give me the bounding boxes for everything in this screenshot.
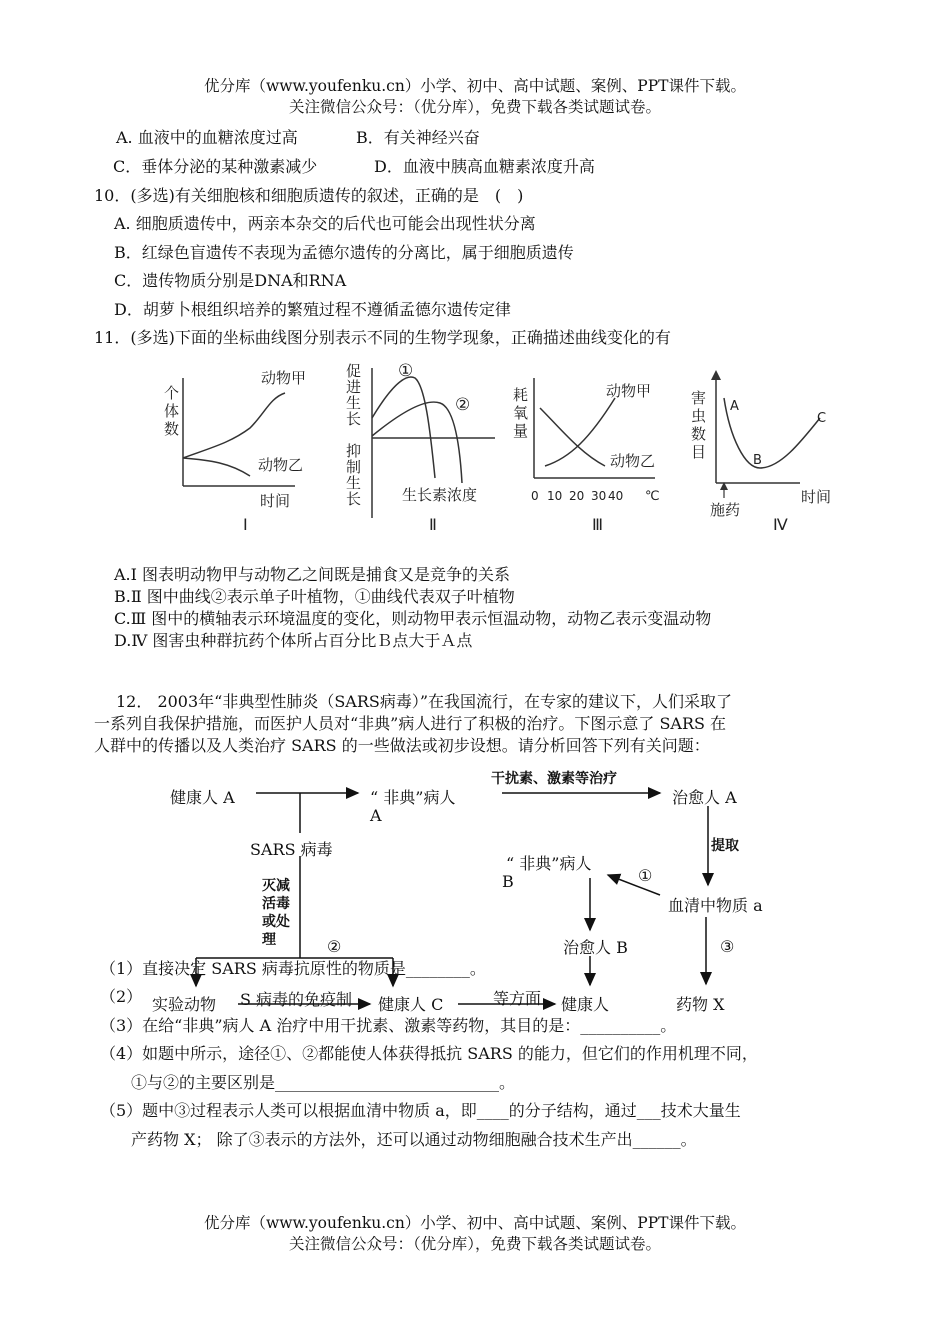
graph2-ylabel-up-1: 进 <box>346 378 362 396</box>
graph3-curve-a <box>545 398 615 466</box>
graph3-curve-a-label: 动物甲 <box>606 382 652 400</box>
graph4-ylabel-2: 数 <box>691 425 707 443</box>
subquestion-4-line-2: ①与②的主要区别是____________________________。 <box>131 1073 516 1092</box>
graph2-curve-1-label: ① <box>398 361 414 381</box>
q9-option-d: D．血液中胰高血糖素浓度升高 <box>374 157 595 176</box>
graph1-curve-b-label: 动物乙 <box>258 456 304 474</box>
flow-experimental-animal: 实验动物 <box>152 995 217 1014</box>
graph3-ylabel-0: 耗 <box>513 386 529 404</box>
graph3-roman: Ⅲ <box>592 515 604 534</box>
graph3-tick-1: 10 <box>547 489 563 503</box>
graph2-ylabel-down-2: 生 <box>346 474 362 492</box>
flow-circle-2: ② <box>327 937 342 956</box>
q9-option-a: A. 血液中的血糖浓度过高 <box>116 128 298 147</box>
q10-option-a: A. 细胞质遗传中，两亲本杂交的后代也可能会出现性状分离 <box>114 214 536 233</box>
graph4-xlabel: 时间 <box>801 488 832 506</box>
graph4-ylabel-3: 目 <box>691 443 707 461</box>
graph2-ylabel-up-3: 长 <box>346 410 362 428</box>
graph1-curve-a <box>183 393 285 458</box>
graph4-point-c: C <box>817 411 827 426</box>
q9-option-c: C．垂体分泌的某种激素减少 <box>113 157 318 176</box>
graph4-point-a: A <box>730 399 739 414</box>
q11-option-c: C.Ⅲ 图中的横轴表示环境温度的变化，则动物甲表示恒温动物，动物乙表示变温动物 <box>114 609 712 628</box>
graph2-ylabel-down-1: 制 <box>346 458 362 476</box>
flow-healthy-a: 健康人 A <box>170 788 235 807</box>
flow-inactivate-2: 或处 <box>262 914 290 930</box>
graph2-curve-1 <box>372 377 435 478</box>
flow-cured-a: 治愈人 A <box>672 788 737 807</box>
q9-option-b: B．有关神经兴奋 <box>356 128 480 147</box>
q10-option-c: C．遗传物质分别是DNA和RNA <box>114 271 347 290</box>
subquestion-1: （1）直接决定 SARS 病毒抗原性的物质是________。 <box>100 959 486 978</box>
graph2-curve-2 <box>372 402 462 483</box>
graph2-curve-2-label: ② <box>455 395 471 415</box>
flow-healthy: 健康人 <box>561 995 610 1014</box>
q10-option-b: B．红绿色盲遗传不表现为孟德尔遗传的分离比，属于细胞质遗传 <box>114 243 574 262</box>
graph-2 <box>346 361 495 534</box>
graph2-ylabel-down-3: 长 <box>346 490 362 508</box>
graph1-curve-a-label: 动物甲 <box>261 369 307 387</box>
graph4-ylabel-0: 害 <box>691 389 707 407</box>
flow-inactivate-1: 活毒 <box>262 896 290 912</box>
subquestion-2: （2） <box>100 987 143 1006</box>
q10-stem: 10．(多选)有关细胞核和细胞质遗传的叙述，正确的是 ( ) <box>94 186 524 205</box>
graph-1 <box>164 369 306 534</box>
flow-extract-label: 提取 <box>711 838 739 854</box>
graph1-ylabel-0: 个 <box>164 384 180 402</box>
flow-patient-b-suffix: B <box>502 872 514 891</box>
q12-stem-line-1: 12． 2003年“非典型性肺炎（SARS病毒）”在我国流行，在专家的建议下，人们采取了 <box>116 692 733 711</box>
subquestion-4-line-1: （4）如题中所示，途径①、②都能使人体获得抵抗 SARS 的能力，但它们的作用机理不同， <box>100 1044 758 1063</box>
graph3-curve-b <box>540 408 605 466</box>
flow-sars-virus: SARS 病毒 <box>250 840 333 859</box>
q10-option-d: D．胡萝卜根组织培养的繁殖过程不遵循孟德尔遗传定律 <box>114 300 511 319</box>
q12-stem-line-2: 一系列自我保护措施，而医护人员对“非典”病人进行了积极的治疗。下图示意了 SARS 在 <box>94 714 727 733</box>
graph2-xlabel: 生长素浓度 <box>402 486 478 504</box>
graph3-ylabel-2: 量 <box>513 422 529 440</box>
q11-option-d: D.Ⅳ 图害虫种群抗药个体所占百分比Ｂ点大于Ａ点 <box>114 631 473 650</box>
graph3-tick-3: 30 <box>591 489 607 503</box>
graph4-point-b: B <box>753 453 762 468</box>
graph3-ylabel-1: 氧 <box>513 404 529 422</box>
graph-4 <box>691 370 831 534</box>
flow-patient-a-suffix: A <box>370 806 382 825</box>
q11-figure-graphs <box>150 358 850 540</box>
flow-patient-b: “ 非典”病人 <box>506 854 592 873</box>
q11-stem: 11．(多选)下面的坐标曲线图分别表示不同的生物学现象，正确描述曲线变化的有 <box>94 328 671 347</box>
flow-vaccine: S 病毒的免疫制 <box>240 990 353 1009</box>
flow-healthy-c: 健康人 C <box>378 995 444 1014</box>
graph4-roman: Ⅳ <box>773 515 788 534</box>
flow-treat-label: 干扰素、激素等治疗 <box>491 771 617 787</box>
flow-inactivate-0: 灭减 <box>262 878 290 894</box>
graph3-curve-b-label: 动物乙 <box>610 452 656 470</box>
graph3-unit: ℃ <box>645 489 660 504</box>
graph1-ylabel-2: 数 <box>164 420 180 438</box>
graph1-roman: Ⅰ <box>243 515 248 534</box>
q11-option-b: B.Ⅱ 图中曲线②表示单子叶植物，①曲线代表双子叶植物 <box>114 587 515 606</box>
flow-serum-substance: 血清中物质 a <box>668 896 763 915</box>
flow-circle-3: ③ <box>720 937 735 956</box>
subquestion-3: （3）在给“非典”病人 A 治疗中用干扰素、激素等药物，其目的是：__________。 <box>100 1016 677 1035</box>
flow-etc: 等方面 <box>493 989 542 1008</box>
graph2-ylabel-up-2: 生 <box>346 394 362 412</box>
graph-3 <box>513 378 660 534</box>
graph1-ylabel-1: 体 <box>164 402 180 420</box>
flow-patient-a: “ 非典”病人 <box>370 788 456 807</box>
graph3-tick-0: 0 <box>531 489 539 503</box>
subquestion-5-line-2: 产药物 X； 除了③表示的方法外，还可以通过动物细胞融合技术生产出______。 <box>131 1130 697 1149</box>
graph2-ylabel-down-0: 抑 <box>346 442 362 460</box>
header-line-2: 关注微信公众号：（优分库），免费下载各类试题试卷。 <box>288 98 661 116</box>
flow-inactivate-3: 理 <box>262 932 276 948</box>
graph2-roman: Ⅱ <box>429 515 437 534</box>
flow-cured-b: 治愈人 B <box>563 938 628 957</box>
graph1-curve-b <box>183 458 250 476</box>
q11-option-a: A.Ⅰ 图表明动物甲与动物乙之间既是捕食又是竞争的关系 <box>114 565 511 584</box>
graph1-xlabel: 时间 <box>260 492 291 510</box>
graph2-ylabel-up-0: 促 <box>346 362 362 380</box>
header-line-1: 优分库（www.youfenku.cn）小学、初中、高中试题、案例、PPT课件下载。 <box>203 77 747 95</box>
flow-circle-1: ① <box>638 866 653 885</box>
footer-line-1: 优分库（www.youfenku.cn）小学、初中、高中试题、案例、PPT课件下载。 <box>203 1214 747 1232</box>
graph3-tick-2: 20 <box>569 489 585 503</box>
graph3-tick-4: 40 <box>608 489 624 503</box>
flow-drug-x: 药物 X <box>676 995 725 1014</box>
graph4-drug-label: 施药 <box>710 501 741 519</box>
subquestion-5-line-1: （5）题中③过程表示人类可以根据血清中物质 a，即____的分子结构，通过___技术大量生 <box>100 1101 741 1120</box>
footer-line-2: 关注微信公众号：（优分库），免费下载各类试题试卷。 <box>288 1235 661 1253</box>
graph4-ylabel-1: 虫 <box>691 407 707 425</box>
q12-stem-line-3: 人群中的传播以及人类治疗 SARS 的一些做法或初步设想。请分析回答下列有关问题： <box>94 736 710 755</box>
sars-flow-diagram <box>0 760 950 1020</box>
